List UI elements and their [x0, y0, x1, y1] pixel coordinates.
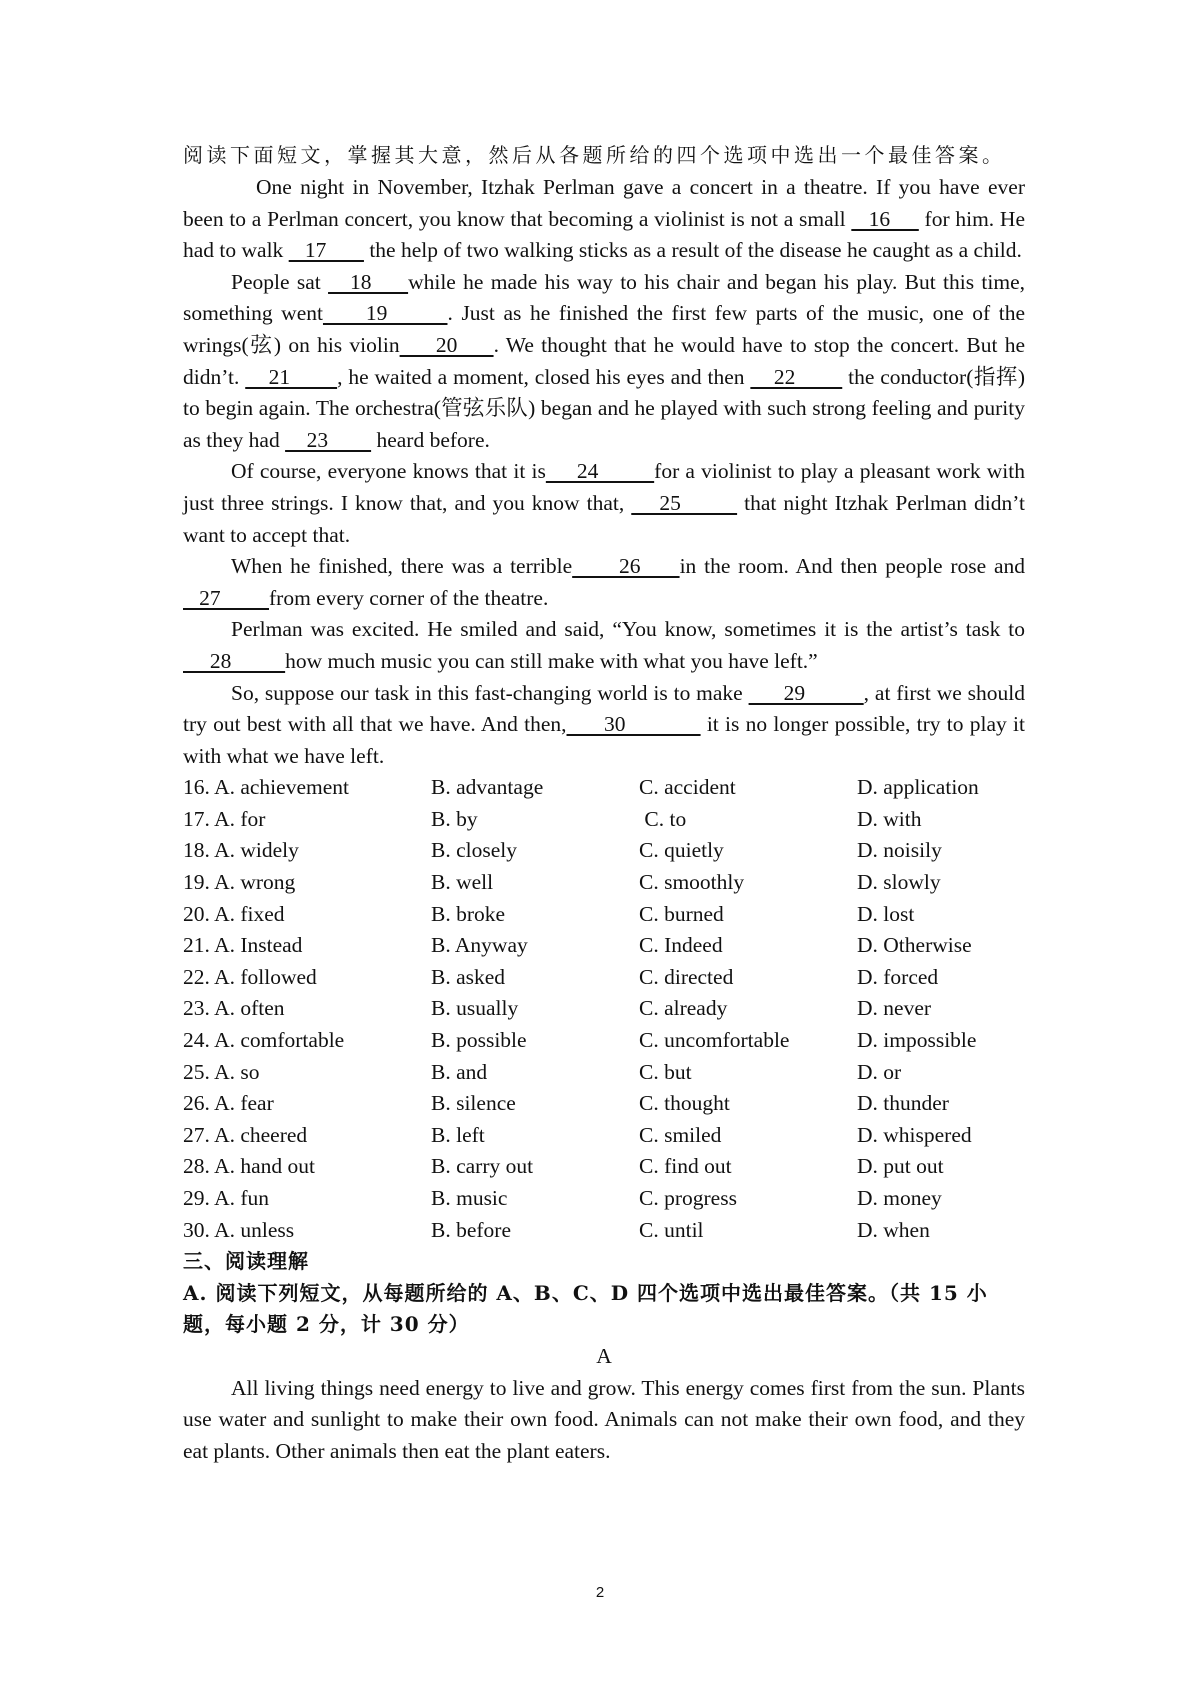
option-c: C. uncomfortable: [639, 1028, 790, 1053]
option-a: 28. A. hand out: [183, 1154, 315, 1179]
text: while he made his way to his chair and began his play. But this time, something went: [183, 269, 1025, 326]
text: , at first we should try out best with all that we have. And then,: [183, 680, 1026, 737]
option-c: C. smiled: [639, 1122, 722, 1147]
option-b: B. Anyway: [431, 933, 528, 958]
option-row: [183, 804, 1025, 836]
option-d: D. whispered: [857, 1122, 972, 1147]
option-row: [183, 867, 1025, 899]
option-b: B. closely: [431, 838, 517, 863]
option-b: B. by: [431, 806, 478, 831]
section-subheading: A. 阅读下列短文，从每题所给的 A、B、C、D 四个选项中选出最佳答案。（共 15 小题，每小题 2 分，计 30 分）: [183, 1280, 988, 1337]
blank-23: 23: [285, 427, 372, 452]
text: heard before.: [371, 427, 490, 452]
passage-paragraph-1: [183, 172, 1025, 267]
option-a: 21. A. Instead: [183, 933, 303, 958]
blank-25: 25: [631, 490, 738, 515]
blank-18: 18: [328, 269, 409, 294]
blank-24: 24: [545, 459, 655, 484]
option-row: [183, 1088, 1025, 1120]
option-a: 22. A. followed: [183, 964, 317, 989]
option-a: 27. A. cheered: [183, 1122, 308, 1147]
passage-paragraph-3: [183, 456, 1025, 551]
option-a: 24. A. comfortable: [183, 1028, 345, 1053]
option-b: B. silence: [431, 1091, 516, 1116]
blank-21: 21: [245, 364, 338, 389]
option-b: B. advantage: [431, 775, 544, 800]
passage-paragraph-4: [183, 551, 1025, 614]
passage-paragraph-5: [183, 614, 1025, 677]
option-row: [183, 993, 1025, 1025]
text: So, suppose our task in this fast-changing world is to make: [231, 680, 749, 705]
option-row: [183, 835, 1025, 867]
option-d: D. impossible: [857, 1028, 977, 1053]
option-row: [183, 1025, 1025, 1057]
option-d: D. never: [857, 996, 932, 1021]
option-b: B. and: [431, 1059, 488, 1084]
document-page: [183, 140, 1025, 1467]
blank-29: 29: [748, 680, 864, 705]
option-c: C. find out: [639, 1154, 732, 1179]
blank-22: 22: [750, 364, 843, 389]
option-c: C. Indeed: [639, 933, 723, 958]
option-c: C. accident: [639, 775, 736, 800]
blank-16: 16: [851, 206, 919, 231]
option-row: [183, 1215, 1025, 1247]
option-c: C. until: [639, 1217, 704, 1242]
option-row: [183, 962, 1025, 994]
option-b: B. usually: [431, 996, 519, 1021]
text: for him. He had to walk: [183, 206, 1025, 263]
option-b: B. left: [431, 1122, 485, 1147]
blank-17: 17: [288, 238, 364, 263]
passage-label: A: [596, 1343, 612, 1368]
option-c: C. burned: [639, 901, 724, 926]
option-a: 29. A. fun: [183, 1186, 269, 1210]
text: When he finished, there was a terrible: [231, 554, 573, 579]
option-b: B. asked: [431, 964, 506, 989]
text: that night Itzhak Perlman didn’t want to accept that.: [183, 490, 1026, 547]
option-d: D. put out: [857, 1154, 944, 1179]
option-c: C. quietly: [639, 838, 724, 863]
text: One night in November, Itzhak Perlman gave a concert in a theatre. If you have ever been to a Perlman concert, you know that becoming a violinist is not a small: [183, 175, 1025, 231]
option-a: 19. A. wrong: [183, 870, 296, 895]
text: how much music you can still make with what you have left.”: [285, 648, 818, 673]
option-d: D. or: [857, 1059, 902, 1084]
text: the help of two walking sticks as a result of the disease he caught as a child.: [363, 238, 1022, 263]
option-a: 18. A. widely: [183, 838, 299, 863]
blank-20: 20: [399, 332, 494, 357]
option-b: B. carry out: [431, 1154, 534, 1179]
reading-paragraph: All living things need energy to live and grow. This energy comes first from the sun. Plants use water and sunlight to make their own food. Animals can not make their own food, and they eat plants. Other animals then eat the plant eaters.: [183, 1375, 1025, 1463]
option-row: [183, 1183, 1025, 1215]
option-b: B. well: [431, 870, 494, 895]
text: , he waited a moment, closed his eyes and then: [337, 364, 751, 389]
option-c: C. thought: [639, 1091, 730, 1116]
option-c: C. to: [639, 806, 687, 831]
option-c: C. directed: [639, 964, 734, 989]
text: it is no longer possible, try to play it with what we have left.: [183, 712, 1025, 768]
option-c: C. smoothly: [639, 870, 745, 895]
text: Perlman was excited. He smiled and said, “You know, sometimes it is the artist’s task to: [231, 617, 1025, 642]
option-b: B. broke: [431, 901, 506, 926]
option-c: C. progress: [639, 1186, 737, 1210]
blank-19: 19: [322, 301, 448, 326]
cloze-instruction: 阅读下面短文，掌握其大意，然后从各题所给的四个选项中选出一个最佳答案。: [183, 143, 1006, 167]
option-d: D. slowly: [857, 870, 941, 895]
option-d: D. forced: [857, 964, 939, 989]
option-d: D. Otherwise: [857, 933, 972, 958]
text: for a violinist to play a pleasant work with just three strings. I know that, and you know that,: [183, 459, 1025, 515]
text: . We thought that he would have to stop the concert. But he didn’t.: [183, 332, 1026, 389]
blank-28: 28: [183, 648, 286, 673]
option-row: [183, 1057, 1025, 1089]
option-c: C. but: [639, 1059, 692, 1084]
option-c: C. already: [639, 996, 728, 1021]
passage-paragraph-6: [183, 678, 1025, 773]
blank-26: 26: [572, 554, 680, 579]
option-row: [183, 930, 1025, 962]
option-d: D. with: [857, 806, 922, 831]
option-row: [183, 1120, 1025, 1152]
text: the conductor(指挥) to begin again. The orchestra(管弦乐队) began and he played with such strong feeling and purity as they had: [183, 364, 1026, 452]
option-row: [183, 1151, 1025, 1183]
option-d: D. noisily: [857, 838, 942, 863]
text: in the room. And then people rose and: [679, 554, 1026, 579]
option-a: 25. A. so: [183, 1059, 260, 1084]
options-table: [183, 772, 1025, 1246]
option-a: 20. A. fixed: [183, 901, 285, 926]
text: People sat: [231, 269, 329, 294]
option-a: 30. A. unless: [183, 1217, 295, 1242]
option-a: 17. A. for: [183, 806, 266, 831]
option-d: D. lost: [857, 901, 915, 926]
option-a: 23. A. often: [183, 996, 285, 1021]
blank-30: 30: [566, 712, 701, 737]
option-d: D. application: [857, 775, 979, 800]
blank-27: 27: [183, 585, 269, 610]
option-b: B. possible: [431, 1028, 527, 1053]
text: from every corner of the theatre.: [269, 585, 549, 610]
passage-paragraph-2: [183, 267, 1025, 457]
text: Of course, everyone knows that it is: [231, 459, 546, 484]
option-a: 26. A. fear: [183, 1091, 274, 1116]
section-heading: 三、阅读理解: [183, 1249, 309, 1274]
text: . Just as he finished the first few parts of the music, one of the wrings(弦) on his violin: [183, 301, 1026, 357]
option-row: [183, 772, 1025, 804]
option-b: B. before: [431, 1217, 511, 1242]
option-d: D. when: [857, 1217, 930, 1242]
option-row: [183, 899, 1025, 931]
option-d: D. money: [857, 1186, 942, 1210]
option-a: 16. A. achievement: [183, 775, 349, 800]
option-d: D. thunder: [857, 1091, 949, 1116]
option-b: B. music: [431, 1186, 508, 1210]
page-number: 2: [595, 1584, 605, 1601]
